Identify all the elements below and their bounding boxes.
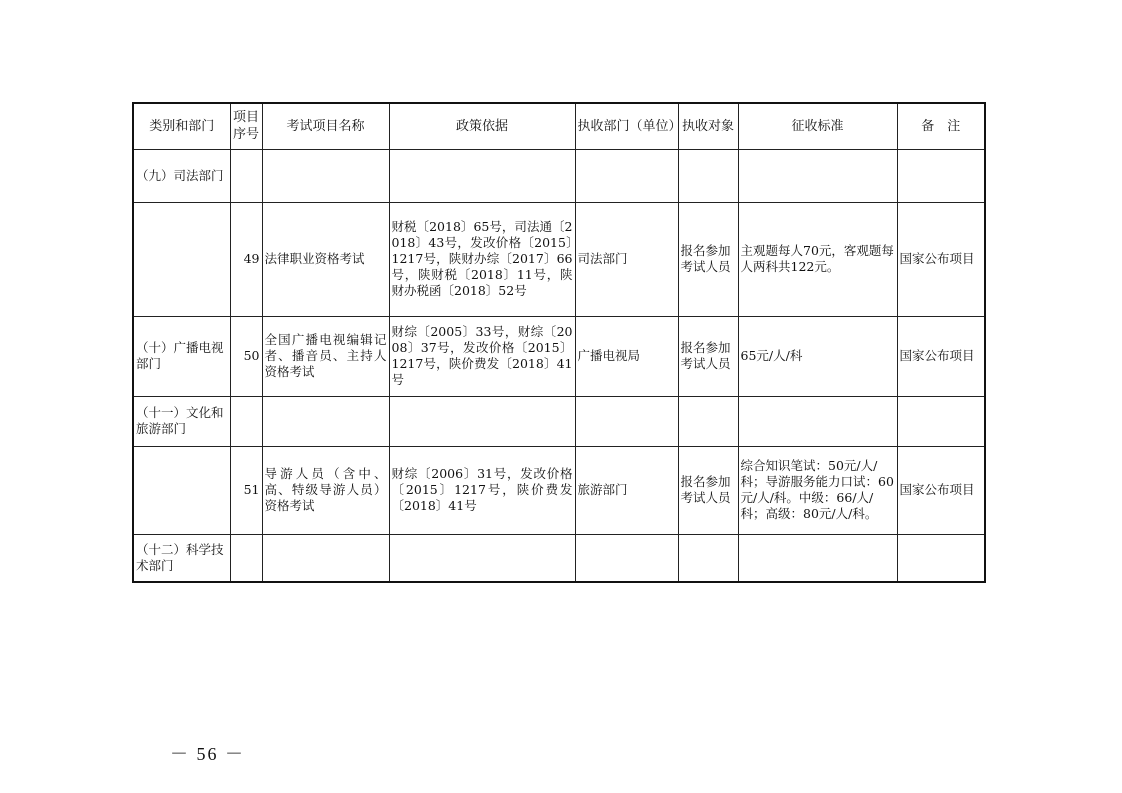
cell-no: 50 [230, 316, 262, 396]
header-row [133, 103, 985, 149]
cell-target [678, 149, 738, 202]
cell-category: （十二）科学技术部门 [133, 534, 230, 582]
cell-no [230, 149, 262, 202]
cell-standard [738, 149, 897, 202]
cell-category [133, 446, 230, 534]
cell-policy [389, 396, 575, 446]
cell-collector [575, 149, 678, 202]
header-exam-name: 考试项目名称 [262, 103, 389, 149]
cell-category: （十一）文化和旅游部门 [133, 396, 230, 446]
cell-remark [897, 396, 985, 446]
cell-no [230, 534, 262, 582]
cell-remark: 国家公布项目 [897, 202, 985, 316]
header-item-no: 项目序号 [230, 103, 262, 149]
header-policy: 政策依据 [389, 103, 575, 149]
cell-target: 报名参加考试人员 [678, 316, 738, 396]
cell-remark: 国家公布项目 [897, 446, 985, 534]
cell-collector [575, 534, 678, 582]
cell-policy: 财综〔2005〕33号，财综〔2008〕37号，发改价格〔2015〕1217号，陕价费发〔2018〕41号 [389, 316, 575, 396]
cell-category: （九）司法部门 [133, 149, 230, 202]
cell-standard [738, 396, 897, 446]
cell-policy [389, 149, 575, 202]
table-row [133, 446, 985, 534]
header-collector: 执收部门（单位） [575, 103, 678, 149]
cell-standard: 综合知识笔试：50元/人/科；导游服务能力口试：60元/人/科。中级：66/人/科；高级：80元/人/科。 [738, 446, 897, 534]
cell-policy: 财综〔2006〕31号，发改价格〔2015〕1217号，陕价费发〔2018〕41号 [389, 446, 575, 534]
table-row [133, 149, 985, 202]
cell-standard: 主观题每人70元，客观题每人两科共122元。 [738, 202, 897, 316]
cell-name [262, 396, 389, 446]
cell-target [678, 534, 738, 582]
table-row [133, 202, 985, 316]
cell-target: 报名参加考试人员 [678, 202, 738, 316]
cell-name [262, 149, 389, 202]
cell-target: 报名参加考试人员 [678, 446, 738, 534]
cell-standard: 65元/人/科 [738, 316, 897, 396]
table-row [133, 316, 985, 396]
header-remark: 备 注 [897, 103, 985, 149]
page-number: － 56 － [170, 744, 245, 764]
cell-name: 导游人员（含中、高、特级导游人员）资格考试 [262, 446, 389, 534]
cell-category [133, 202, 230, 316]
cell-standard [738, 534, 897, 582]
cell-name: 法律职业资格考试 [262, 202, 389, 316]
cell-collector [575, 396, 678, 446]
fee-table [132, 102, 986, 583]
cell-collector: 司法部门 [575, 202, 678, 316]
cell-remark [897, 534, 985, 582]
cell-target [678, 396, 738, 446]
cell-no: 49 [230, 202, 262, 316]
table-row [133, 534, 985, 582]
header-standard: 征收标准 [738, 103, 897, 149]
cell-no [230, 396, 262, 446]
cell-name [262, 534, 389, 582]
header-target: 执收对象 [678, 103, 738, 149]
cell-name: 全国广播电视编辑记者、播音员、主持人资格考试 [262, 316, 389, 396]
cell-policy: 财税〔2018〕65号，司法通〔2018〕43号，发改价格〔2015〕1217号，陕财办综〔2017〕66号，陕财税〔2018〕11号，陕财办税函〔2018〕52号 [389, 202, 575, 316]
cell-policy [389, 534, 575, 582]
cell-category: （十）广播电视部门 [133, 316, 230, 396]
cell-remark [897, 149, 985, 202]
table-row [133, 396, 985, 446]
cell-collector: 广播电视局 [575, 316, 678, 396]
header-category: 类别和部门 [133, 103, 230, 149]
cell-remark: 国家公布项目 [897, 316, 985, 396]
cell-no: 51 [230, 446, 262, 534]
cell-collector: 旅游部门 [575, 446, 678, 534]
